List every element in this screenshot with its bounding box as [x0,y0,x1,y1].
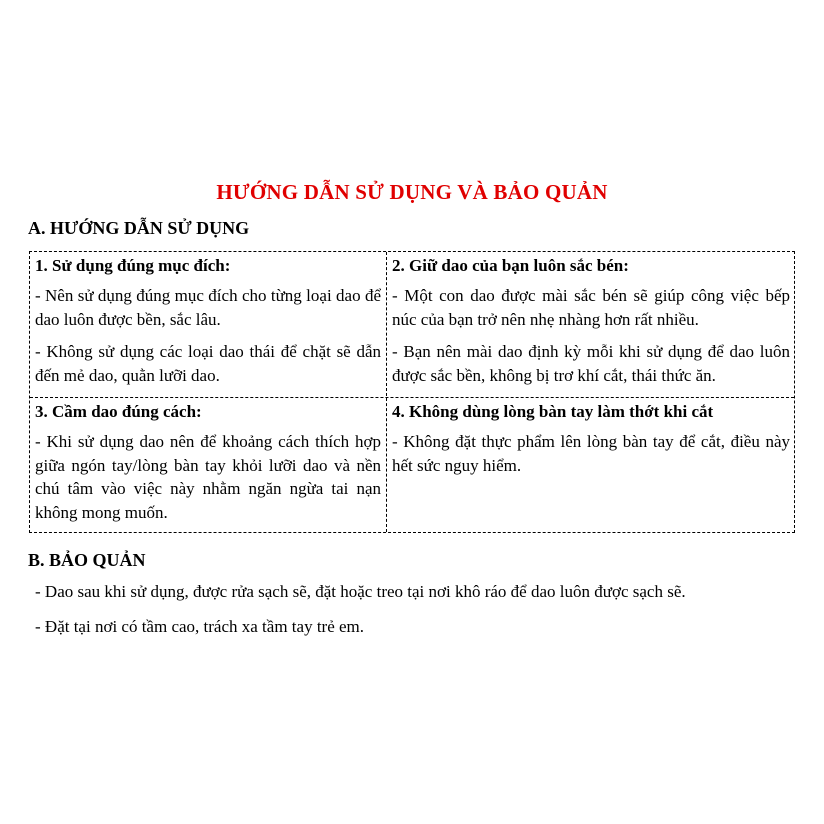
cell-paragraph: - Một con dao được mài sắc bén sẽ giúp công việc bếp núc của bạn trở nên nhẹ nhàng hơn rất nhiều. [392,286,790,329]
cell-paragraph: - Không sử dụng các loại dao thái để chặt sẽ dẫn đến mẻ dao, quằn lưỡi dao. [35,342,381,385]
storage-instruction: - Đặt tại nơi có tầm cao, trách xa tầm tay trẻ em. [35,617,365,636]
usage-guide-table [29,251,795,533]
cell-heading: 4. Không dùng lòng bàn tay làm thớt khi cắt [392,402,714,421]
cell-heading: 3. Cầm dao đúng cách: [35,402,202,421]
usage-cell-purpose [30,252,386,397]
usage-cell-sharpness [387,252,795,397]
cell-paragraph: - Bạn nên mài dao định kỳ mỗi khi sử dụng để dao luôn được sắc bền, không bị trơ khí cắt, thái thức ăn. [392,342,790,385]
usage-cell-grip [30,398,386,532]
cell-paragraph: - Không đặt thực phẩm lên lòng bàn tay để cắt, điều này hết sức nguy hiểm. [392,432,790,475]
storage-instruction: - Dao sau khi sử dụng, được rửa sạch sẽ, đặt hoặc treo tại nơi khô ráo để dao luôn được sạch sẽ. [35,582,686,601]
cell-paragraph: - Nên sử dụng đúng mục đích cho từng loại dao để dao luôn được bền, sắc lâu. [35,286,381,329]
page-title: HƯỚNG DẪN SỬ DỤNG VÀ BẢO QUẢN [216,180,608,204]
usage-cell-no-palm-cutting [387,398,795,532]
section-b-heading: B. BẢO QUẢN [28,550,146,570]
cell-paragraph: - Khi sử dụng dao nên để khoảng cách thích hợp giữa ngón tay/lòng bàn tay khỏi lưỡi dao và nền chú tâm vào việc này nhằm ngăn ngừa tai nạn không mong muốn. [35,432,381,522]
cell-heading: 2. Giữ dao của bạn luôn sắc bén: [392,256,629,275]
section-a-heading: A. HƯỚNG DẪN SỬ DỤNG [28,218,250,238]
cell-heading: 1. Sử dụng đúng mục đích: [35,256,231,275]
